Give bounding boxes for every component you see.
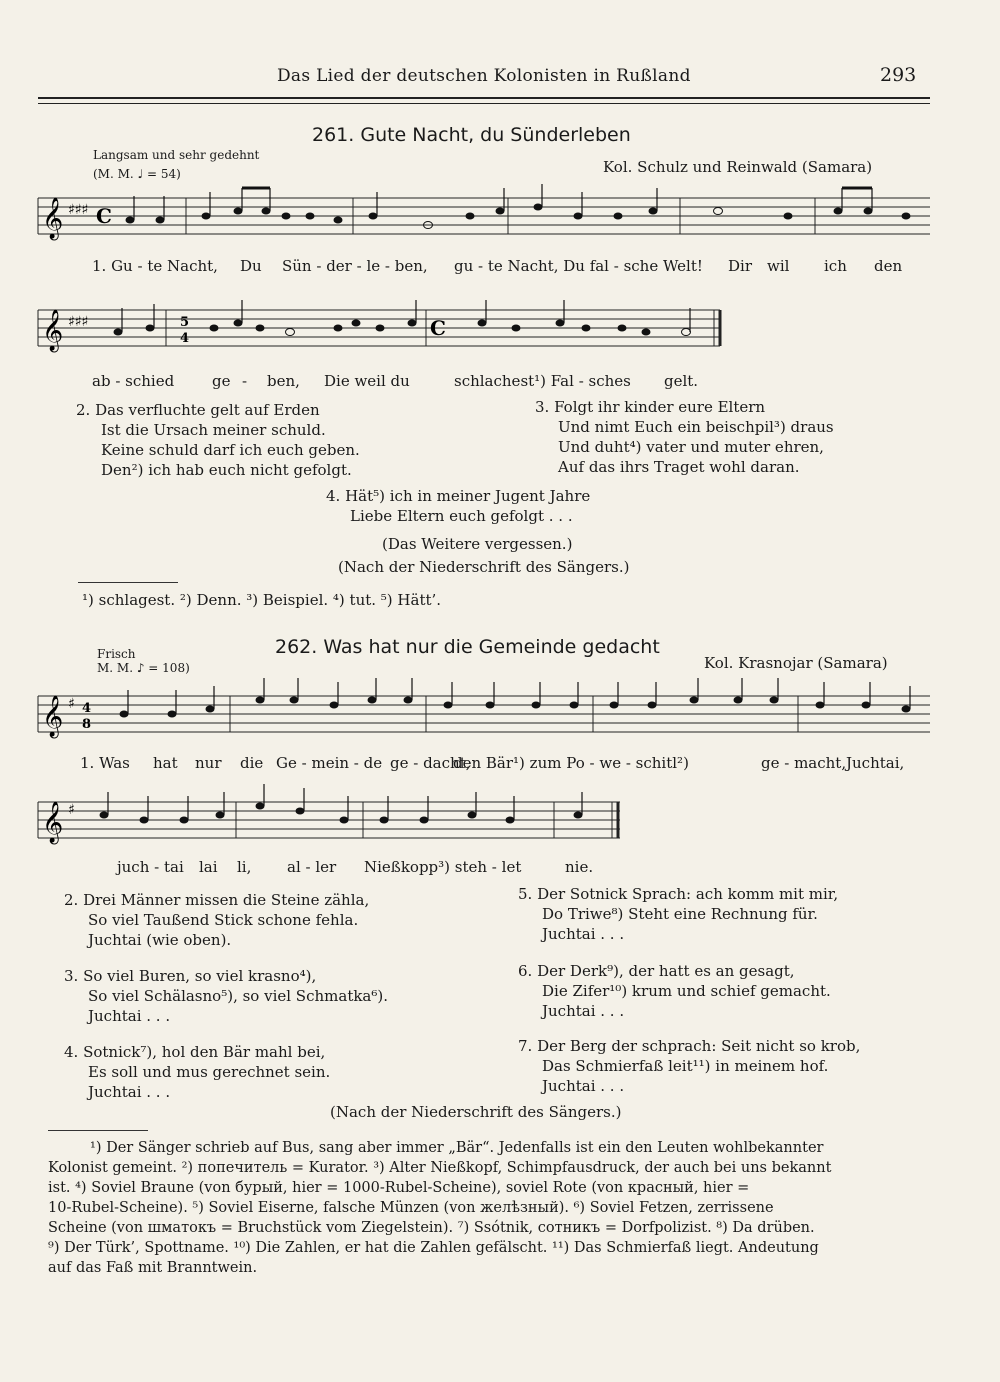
svg-text:C: C [430,316,446,340]
running-header: Das Lied der deutschen Kolonisten in Rußland [277,66,691,86]
music-staff-261-line2 [38,300,738,370]
song-262-source-note: (Nach der Niederschrift des Sängers.) [330,1103,622,1121]
song-262-verse-2: 2. Drei Männer missen die Steine zähla, So viel Taußend Stick schone fehla. Juchtai (wie oben). [64,891,370,949]
page-number: 293 [880,64,917,86]
music-staff-261-line1 [38,188,938,258]
song-261-verse-4: 4. Hät⁵) ich in meiner Jugent Jahre Liebe Eltern euch gefolgt . . . (Das Weitere vergessen.) [326,487,591,553]
song-261-source: Kol. Schulz und Reinwald (Samara) [603,158,873,176]
svg-text:4: 4 [82,701,92,716]
svg-text:♯: ♯ [68,696,75,712]
svg-text:𝄞: 𝄞 [42,198,64,239]
song-262-verse-6: 6. Der Derk⁹), der hatt es an gesagt, Die Zifer¹⁰) krum und schief gemacht. Juchtai . . . [518,962,831,1020]
song-262-verse-5: 5. Der Sotnick Sprach: ach komm mit mir, Do Triwe⁸) Steht eine Rechnung für. Juchtai . . . [518,885,839,943]
song-261-title: 261. Gute Nacht, du Sünderleben [312,124,631,146]
footnote-rule-262 [48,1130,148,1131]
svg-text:♯: ♯ [68,802,75,818]
song-262-verse-3: 3. So viel Buren, so viel krasno⁴), So viel Schälasno⁵), so viel Schmatka⁶). Juchtai . . . [64,967,389,1025]
song-262-verse-7: 7. Der Berg der schprach: Seit nicht so krob, Das Schmierfaß leit¹¹) in meinem hof. Juchtai . . . [518,1037,861,1095]
song-262-verse-4: 4. Sotnick⁷), hol den Bär mahl bei, Es soll und mus gerechnet sein. Juchtai . . . [64,1043,331,1101]
header-rule [38,97,930,99]
song-261-verse-3: 3. Folgt ihr kinder eure Eltern Und nimt Euch ein beischpil³) draus Und duht⁴) vater und muter ehren, Auf das ihrs Traget wohl daran. [535,398,834,476]
song-262-tempo: Frisch [97,647,136,661]
svg-text:𝄞: 𝄞 [42,696,64,737]
svg-text:4: 4 [180,331,190,346]
svg-text:C: C [96,204,112,228]
svg-text:5: 5 [180,315,190,330]
song-261-metronome: (M. M. ♩ = 54) [93,167,181,181]
song-261-footnotes: ¹) schlagest. ²) Denn. ³) Beispiel. ⁴) tut. ⁵) Hätt’. [82,591,442,609]
song-262-metronome: M. M. ♪ = 108) [97,661,190,675]
song-261-tempo: Langsam und sehr gedehnt [93,148,260,162]
song-261-source-note: (Nach der Niederschrift des Sängers.) [338,558,630,576]
song-261-verse-2: 2. Das verfluchte gelt auf Erden Ist die Ursach meiner schuld. Keine schuld darf ich euch geben. Den²) ich hab euch nicht gefolgt. [76,401,360,479]
svg-text:♯♯♯: ♯♯♯ [68,202,89,218]
svg-text:𝄞: 𝄞 [42,310,64,351]
song-262-title: 262. Was hat nur die Gemeinde gedacht [275,636,660,658]
svg-text:8: 8 [82,717,92,732]
music-staff-262-line2 [38,792,638,862]
song-262-footnotes: ¹) Der Sänger schrieb auf Bus, sang aber immer „Bär“. Jedenfalls ist ein den Leuten wohlbekannter Kolonist gemeint. ²) попечитель = Kurator. ³) Alter Nießkopf, Schimpfausdruck, der auch bei uns bekannt ist. ⁴) Soviel Braune (von бурый, hier = 1000-Rubel-Scheine), soviel Rote (von красный, hier = 10-Rubel-Scheine). ⁵) Soviel Eiserne, falsche Münzen (von желѣзный). ⁶) Soviel Fetzen, zerrissene Scheine (von шматокъ = Bruchstück vom Ziegelstein). ⁷) Ssótnik, сотникъ = Dorfpolizist. ⁸) Da drüben. ⁹) Der Türk’, Spottname. ¹⁰) Die Zahlen, er hat die Zahlen gefälscht. ¹¹) Das Schmierfaß liegt. Andeutung auf das Faß mit Branntwein. [48,1140,832,1276]
footnote-rule-261 [78,582,178,583]
song-262-source: Kol. Krasnojar (Samara) [704,654,888,672]
music-staff-262-line1 [38,686,938,756]
svg-text:𝄞: 𝄞 [42,802,64,843]
header-rule-thin [38,103,930,104]
svg-text:♯♯♯: ♯♯♯ [68,314,89,330]
